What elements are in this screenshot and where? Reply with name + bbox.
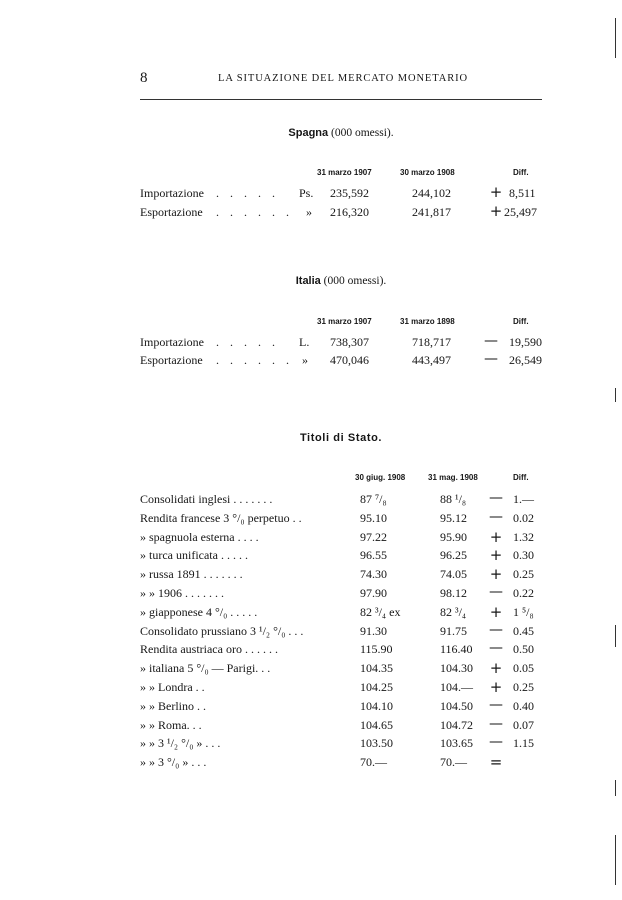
value-diff: 1.15 — [513, 736, 534, 750]
row-label: Esportazione — [140, 353, 203, 367]
value-col2: 70.— — [440, 755, 467, 769]
header-rule — [140, 99, 542, 100]
value-diff: 0.40 — [513, 699, 534, 713]
value-col1: 235,592 — [330, 186, 369, 200]
diff-sign: + — [489, 202, 503, 220]
caption-bold: Italia — [295, 275, 321, 287]
value-col1: 95.10 — [360, 511, 387, 525]
section-caption-spagna — [0, 127, 622, 139]
row-label: » » Londra . . — [140, 680, 205, 694]
row-label: » russa 1891 . . . . . . . — [140, 567, 243, 581]
diff-sign: — — [489, 734, 503, 750]
value-diff: 26,549 — [509, 353, 542, 367]
diff-sign: — — [489, 640, 503, 656]
value-col1: 104.10 — [360, 699, 393, 713]
diff-sign: + — [489, 528, 503, 546]
margin-mark — [615, 835, 616, 885]
row-label: » giapponese 4 °/₀ . . . . . — [140, 605, 258, 619]
diff-sign: — — [489, 716, 503, 732]
diff-sign: + — [489, 565, 503, 583]
diff-sign: — — [489, 509, 503, 525]
value-diff: 1.— — [513, 492, 534, 506]
value-col2: 91.75 — [440, 624, 467, 638]
value-diff: 0.50 — [513, 642, 534, 656]
value-diff: 0.22 — [513, 586, 534, 600]
caption-rest: (000 omessi). — [323, 275, 387, 287]
row-leaders: . . . . . . — [216, 205, 293, 219]
row-unit: » — [302, 353, 308, 367]
column-header: Diff. — [513, 168, 529, 177]
value-col1: 470,046 — [330, 353, 369, 367]
value-col2: 244,102 — [412, 186, 451, 200]
value-col1: 97.90 — [360, 586, 387, 600]
value-col1: 96.55 — [360, 548, 387, 562]
margin-mark — [615, 18, 616, 58]
row-label: Esportazione — [140, 205, 203, 219]
row-label: » italiana 5 °/₀ — Parigi. . . — [140, 661, 271, 675]
value-col2: 104.30 — [440, 661, 473, 675]
row-label: Rendita austriaca oro . . . . . . — [140, 642, 278, 656]
diff-sign: = — [489, 753, 503, 771]
row-unit: L. — [299, 335, 310, 349]
running-head — [140, 70, 542, 92]
value-col2: 116.40 — [440, 642, 473, 656]
caption-bold: Spagna — [288, 127, 329, 139]
value-diff: 0.05 — [513, 661, 534, 675]
row-label: » » 3 ¹/₂ °/₀ » . . . — [140, 736, 221, 750]
caption-bold: Titoli di Stato. — [299, 432, 383, 444]
row-label: Consolidati inglesi . . . . . . . — [140, 492, 273, 506]
row-label: » » 1906 . . . . . . . — [140, 586, 224, 600]
value-col1: 738,307 — [330, 335, 369, 349]
row-leaders: . . . . . — [216, 335, 279, 349]
value-col1: 115.90 — [360, 642, 393, 656]
value-diff: 0.45 — [513, 624, 534, 638]
value-col1: 104.35 — [360, 661, 393, 675]
value-col1: 216,320 — [330, 205, 369, 219]
value-col2: 443,497 — [412, 353, 451, 367]
value-col2: 241,817 — [412, 205, 451, 219]
row-unit: » — [306, 205, 312, 219]
value-col2: 104.50 — [440, 699, 473, 713]
value-col2: 95.12 — [440, 511, 467, 525]
diff-sign: — — [489, 697, 503, 713]
value-col2: 98.12 — [440, 586, 467, 600]
value-col1: 104.25 — [360, 680, 393, 694]
row-label: » » 3 °/₀ » . . . — [140, 755, 207, 769]
diff-sign: — — [489, 490, 503, 506]
value-col1: 87 ⁷/₈ — [360, 492, 387, 506]
margin-mark — [615, 388, 616, 402]
row-leaders: . . . . . — [216, 186, 279, 200]
diff-sign: + — [489, 183, 503, 201]
diff-sign: — — [484, 351, 498, 367]
page-number: 8 — [140, 70, 148, 86]
row-label: Consolidato prussiano 3 ¹/₂ °/₀ . . . — [140, 624, 304, 638]
diff-sign: + — [489, 603, 503, 621]
row-label: Importazione — [140, 186, 204, 200]
diff-sign: + — [489, 659, 503, 677]
value-col2: 104.72 — [440, 718, 473, 732]
margin-mark — [615, 780, 616, 796]
section-caption-italia — [0, 275, 622, 287]
column-header: 31 marzo 1898 — [400, 317, 455, 326]
row-leaders: . . . . . . — [216, 353, 293, 367]
row-unit: Ps. — [299, 186, 314, 200]
value-diff: 0.07 — [513, 718, 534, 732]
value-col2: 74.05 — [440, 567, 467, 581]
column-header: 31 marzo 1907 — [317, 317, 372, 326]
value-col1: 91.30 — [360, 624, 387, 638]
column-header: 30 giug. 1908 — [355, 473, 406, 482]
caption-rest: (000 omessi). — [331, 127, 394, 139]
value-diff: 25,497 — [504, 205, 537, 219]
column-header: 30 marzo 1908 — [400, 168, 455, 177]
column-header: 31 marzo 1907 — [317, 168, 372, 177]
column-header: Diff. — [513, 317, 529, 326]
value-diff: 0.02 — [513, 511, 534, 525]
value-diff: 1.32 — [513, 530, 534, 544]
diff-sign: — — [489, 584, 503, 600]
value-diff: 1 ⁵/₈ — [513, 605, 534, 619]
value-col2: 82 ³/₄ — [440, 605, 467, 619]
value-col2: 103.65 — [440, 736, 473, 750]
section-caption-titoli — [0, 432, 622, 444]
row-label: Rendita francese 3 °/₀ perpetuo . . — [140, 511, 302, 525]
value-col2: 88 ¹/₈ — [440, 492, 467, 506]
running-title: LA SITUAZIONE DEL MERCATO MONETARIO — [218, 73, 468, 84]
value-col1: 70.— — [360, 755, 387, 769]
column-header: 31 mag. 1908 — [428, 473, 478, 482]
value-col1: 82 ³/₄ ex — [360, 605, 401, 619]
value-diff: 0.25 — [513, 680, 534, 694]
value-col1: 97.22 — [360, 530, 387, 544]
value-col2: 718,717 — [412, 335, 451, 349]
row-label: Importazione — [140, 335, 204, 349]
row-label: » turca unificata . . . . . — [140, 548, 248, 562]
value-diff: 19,590 — [509, 335, 542, 349]
diff-sign: + — [489, 678, 503, 696]
row-label: » spagnuola esterna . . . . — [140, 530, 259, 544]
value-col2: 95.90 — [440, 530, 467, 544]
diff-sign: — — [489, 622, 503, 638]
value-diff: 8,511 — [509, 186, 536, 200]
value-col2: 96.25 — [440, 548, 467, 562]
value-col1: 74.30 — [360, 567, 387, 581]
value-col2: 104.— — [440, 680, 473, 694]
diff-sign: + — [489, 546, 503, 564]
row-label: » » Berlino . . — [140, 699, 206, 713]
diff-sign: — — [484, 333, 498, 349]
value-diff: 0.25 — [513, 567, 534, 581]
row-label: » » Roma. . . — [140, 718, 202, 732]
value-col1: 104.65 — [360, 718, 393, 732]
value-col1: 103.50 — [360, 736, 393, 750]
column-header: Diff. — [513, 473, 529, 482]
value-diff: 0.30 — [513, 548, 534, 562]
margin-mark — [615, 625, 616, 647]
